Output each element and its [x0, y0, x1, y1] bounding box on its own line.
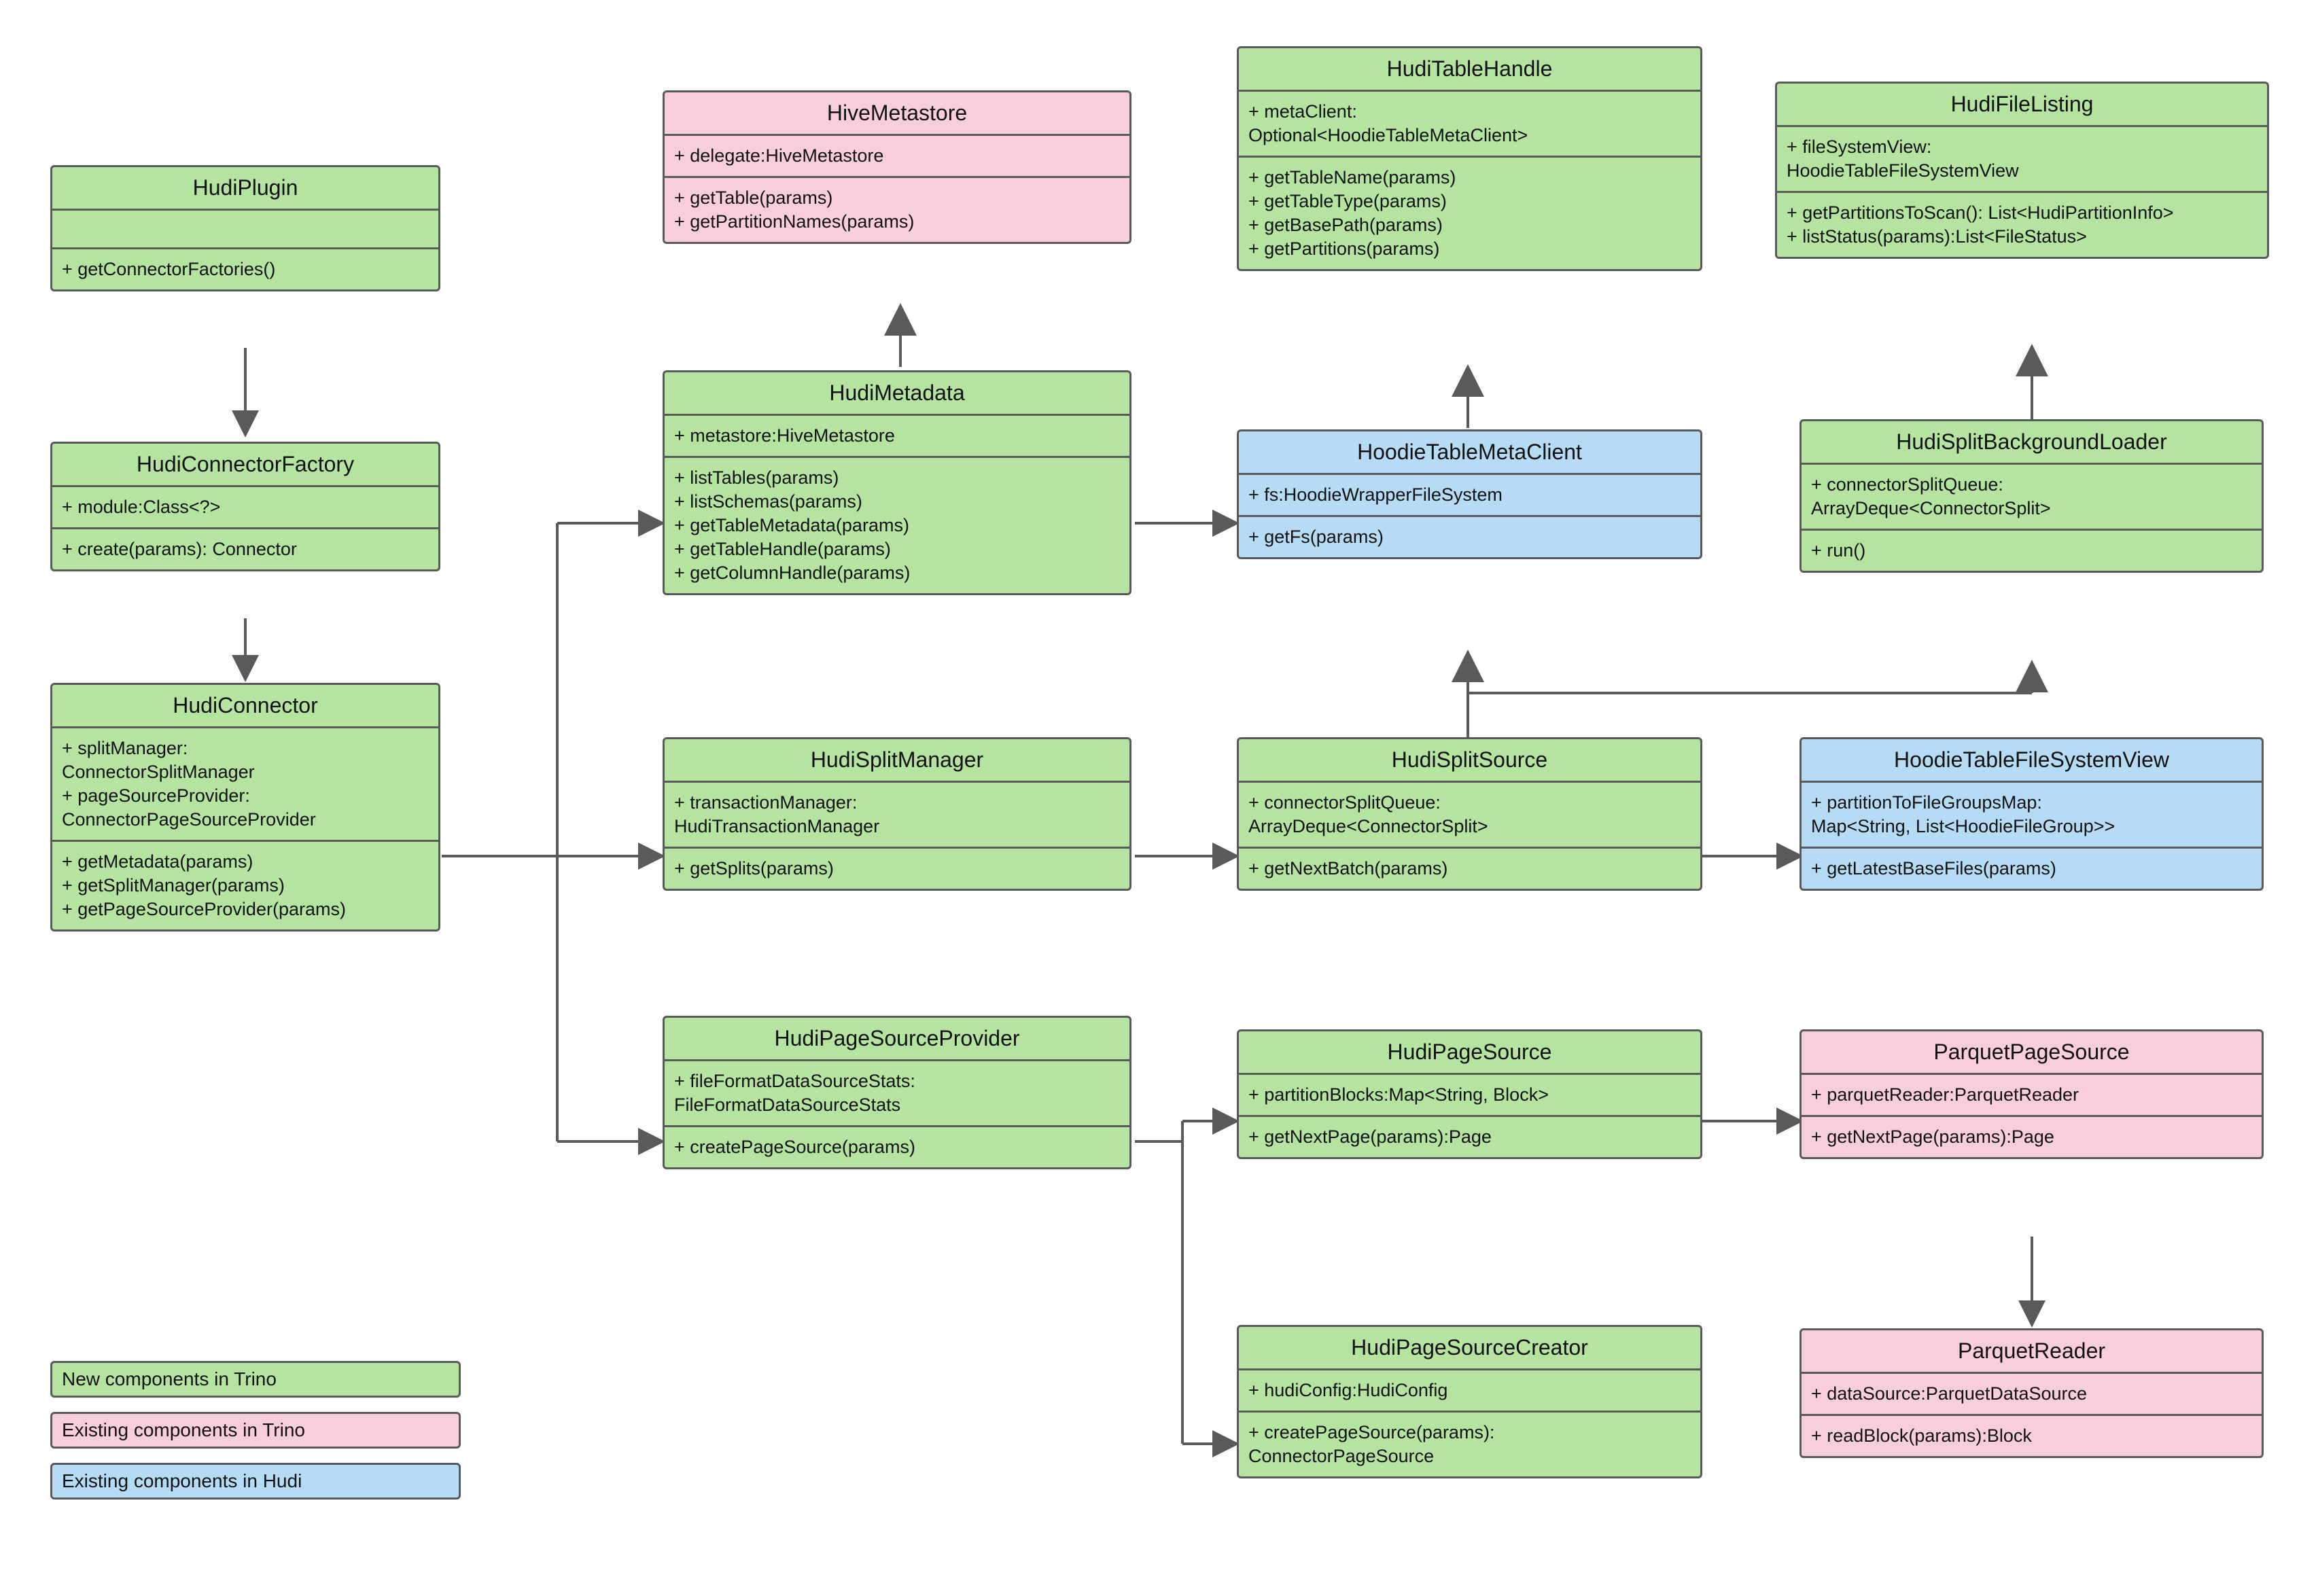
- node-title: HiveMetastore: [665, 92, 1129, 136]
- node-attributes: [1802, 1075, 2262, 1117]
- node-title: HoodieTableFileSystemView: [1802, 739, 2262, 783]
- attribute-item: + module:Class<?>: [62, 496, 221, 517]
- attribute-item: + connectorSplitQueue:: [1811, 474, 2003, 495]
- node-title: HudiPageSourceCreator: [1239, 1327, 1700, 1370]
- node-title: ParquetReader: [1802, 1330, 2262, 1374]
- method-item: + listStatus(params):List<FileStatus>: [1787, 226, 2087, 247]
- attribute-item: + partitionBlocks:Map<String, Block>: [1248, 1084, 1549, 1105]
- method-item: + create(params): Connector: [62, 538, 297, 559]
- node-title: HudiPageSourceProvider: [665, 1018, 1129, 1061]
- node-attributes: [665, 136, 1129, 178]
- node-hudi-split-background-loader[interactable]: [1799, 419, 2264, 573]
- node-title: HudiConnectorFactory: [52, 444, 438, 487]
- node-methods: [1802, 1117, 2262, 1157]
- attribute-item: + fileSystemView:: [1787, 136, 1932, 157]
- node-title: ParquetPageSource: [1802, 1031, 2262, 1075]
- node-parquet-reader[interactable]: [1799, 1328, 2264, 1458]
- legend-item-new-trino: [50, 1361, 461, 1398]
- method-item: + getPartitionsToScan(): List<HudiPartitionInfo>: [1787, 202, 2174, 223]
- node-attributes: [1239, 1075, 1700, 1117]
- node-methods: [1239, 1117, 1700, 1157]
- node-attributes: [665, 783, 1129, 849]
- node-hudi-split-manager[interactable]: [663, 737, 1131, 891]
- method-item: + getColumnHandle(params): [674, 563, 911, 584]
- node-hudi-file-listing[interactable]: [1775, 82, 2269, 259]
- node-attributes: [1239, 92, 1700, 158]
- node-title: HudiSplitManager: [665, 739, 1129, 783]
- attribute-item: + connectorSplitQueue:: [1248, 792, 1441, 813]
- attribute-item: FileFormatDataSourceStats: [674, 1094, 901, 1115]
- method-item: + getTableName(params): [1248, 166, 1456, 188]
- attribute-item: + metaClient:: [1248, 101, 1357, 122]
- node-attributes: [1777, 127, 2267, 193]
- attribute-item: + fileFormatDataSourceStats:: [674, 1070, 915, 1091]
- legend-label: New components in Trino: [62, 1368, 277, 1389]
- node-attributes: [1802, 465, 2262, 531]
- node-hive-metastore[interactable]: [663, 90, 1131, 244]
- attribute-item: + pageSourceProvider:: [62, 785, 250, 806]
- attribute-item: ArrayDeque<ConnectorSplit>: [1811, 497, 2051, 518]
- node-methods: [665, 1127, 1129, 1167]
- attribute-item: Optional<HoodieTableMetaClient>: [1248, 124, 1528, 145]
- node-methods: [1802, 1416, 2262, 1456]
- node-attributes: [1802, 783, 2262, 849]
- node-hoodie-table-meta-client[interactable]: [1237, 429, 1702, 559]
- attribute-item: + parquetReader:ParquetReader: [1811, 1084, 2079, 1105]
- attribute-item: + fs:HoodieWrapperFileSystem: [1248, 484, 1503, 505]
- node-title: HudiMetadata: [665, 372, 1129, 416]
- attribute-item: ConnectorSplitManager: [62, 761, 255, 782]
- method-item: + getConnectorFactories(): [62, 258, 276, 279]
- node-methods: [665, 178, 1129, 242]
- node-hudi-page-source[interactable]: [1237, 1029, 1702, 1159]
- node-attributes: [52, 211, 438, 249]
- node-methods: [665, 458, 1129, 593]
- node-attributes: [1239, 1370, 1700, 1413]
- attribute-item: + partitionToFileGroupsMap:: [1811, 792, 2042, 813]
- node-methods: [1777, 193, 2267, 257]
- method-item: + readBlock(params):Block: [1811, 1425, 2032, 1446]
- node-methods: [1239, 158, 1700, 269]
- node-hudi-metadata[interactable]: [663, 370, 1131, 595]
- method-item: + getFs(params): [1248, 526, 1384, 547]
- attribute-item: + delegate:HiveMetastore: [674, 145, 884, 166]
- node-methods: [52, 249, 438, 289]
- method-item: + getTable(params): [674, 187, 833, 208]
- method-item: + createPageSource(params): [674, 1136, 915, 1157]
- node-methods: [52, 842, 438, 929]
- method-item: + getTableType(params): [1248, 191, 1447, 212]
- node-hudi-split-source[interactable]: [1237, 737, 1702, 891]
- method-item: + getNextPage(params):Page: [1811, 1126, 2054, 1147]
- node-methods: [1802, 849, 2262, 889]
- node-attributes: [665, 416, 1129, 458]
- node-hudi-page-source-creator[interactable]: [1237, 1325, 1702, 1478]
- node-hudi-page-source-provider[interactable]: [663, 1016, 1131, 1169]
- node-parquet-page-source[interactable]: [1799, 1029, 2264, 1159]
- attribute-item: + hudiConfig:HudiConfig: [1248, 1379, 1448, 1400]
- legend-label: Existing components in Hudi: [62, 1470, 302, 1491]
- node-methods: [1239, 849, 1700, 889]
- legend-item-existing-hudi: [50, 1463, 461, 1500]
- node-hudi-connector[interactable]: [50, 683, 440, 932]
- node-title: HoodieTableMetaClient: [1239, 431, 1700, 475]
- node-title: HudiSplitBackgroundLoader: [1802, 421, 2262, 465]
- node-attributes: [52, 728, 438, 842]
- method-item: + getLatestBaseFiles(params): [1811, 857, 2056, 879]
- method-item: + getBasePath(params): [1248, 215, 1443, 236]
- legend-item-existing-trino: [50, 1412, 461, 1449]
- node-title: HudiPlugin: [52, 167, 438, 211]
- attribute-item: + transactionManager:: [674, 792, 858, 813]
- node-methods: [665, 849, 1129, 889]
- method-item: + getTableHandle(params): [674, 539, 891, 560]
- node-attributes: [1239, 475, 1700, 517]
- method-item: + getSplits(params): [674, 857, 834, 879]
- node-title: HudiPageSource: [1239, 1031, 1700, 1075]
- method-item: + getTableMetadata(params): [674, 515, 909, 536]
- attribute-item: ArrayDeque<ConnectorSplit>: [1248, 815, 1488, 836]
- attribute-item: + splitManager:: [62, 737, 188, 758]
- method-item: + listTables(params): [674, 467, 839, 488]
- node-hudi-connector-factory[interactable]: [50, 442, 440, 571]
- node-title: HudiFileListing: [1777, 84, 2267, 127]
- attribute-item: + metastore:HiveMetastore: [674, 425, 895, 446]
- method-item: + getNextBatch(params): [1248, 857, 1448, 879]
- attribute-item: HudiTransactionManager: [674, 815, 880, 836]
- method-item: + getPageSourceProvider(params): [62, 899, 346, 920]
- method-item: + listSchemas(params): [674, 491, 862, 512]
- node-hudi-plugin[interactable]: [50, 165, 440, 291]
- node-attributes: [665, 1061, 1129, 1127]
- node-methods: [1239, 1413, 1700, 1476]
- method-item: + getSplitManager(params): [62, 875, 285, 896]
- method-item: + getPartitionNames(params): [674, 211, 915, 232]
- method-item: + getPartitions(params): [1248, 238, 1440, 260]
- node-hoodie-table-file-system-view[interactable]: [1799, 737, 2264, 891]
- node-title: HudiConnector: [52, 685, 438, 728]
- node-attributes: [1802, 1374, 2262, 1416]
- method-item: ConnectorPageSource: [1248, 1445, 1435, 1466]
- attribute-item: + dataSource:ParquetDataSource: [1811, 1383, 2088, 1404]
- method-item: + getNextPage(params):Page: [1248, 1126, 1492, 1147]
- node-methods: [1239, 517, 1700, 557]
- node-title: HudiTableHandle: [1239, 48, 1700, 92]
- attribute-item: HoodieTableFileSystemView: [1787, 160, 2019, 181]
- method-item: + run(): [1811, 539, 1866, 561]
- method-item: + getMetadata(params): [62, 851, 253, 872]
- attribute-item: Map<String, List<HoodieFileGroup>>: [1811, 815, 2115, 836]
- node-attributes: [52, 487, 438, 529]
- node-methods: [1802, 531, 2262, 571]
- node-title: HudiSplitSource: [1239, 739, 1700, 783]
- legend-label: Existing components in Trino: [62, 1419, 305, 1440]
- node-hudi-table-handle[interactable]: [1237, 46, 1702, 271]
- attribute-item: ConnectorPageSourceProvider: [62, 809, 316, 830]
- node-methods: [52, 529, 438, 569]
- node-attributes: [1239, 783, 1700, 849]
- method-item: + createPageSource(params):: [1248, 1421, 1495, 1442]
